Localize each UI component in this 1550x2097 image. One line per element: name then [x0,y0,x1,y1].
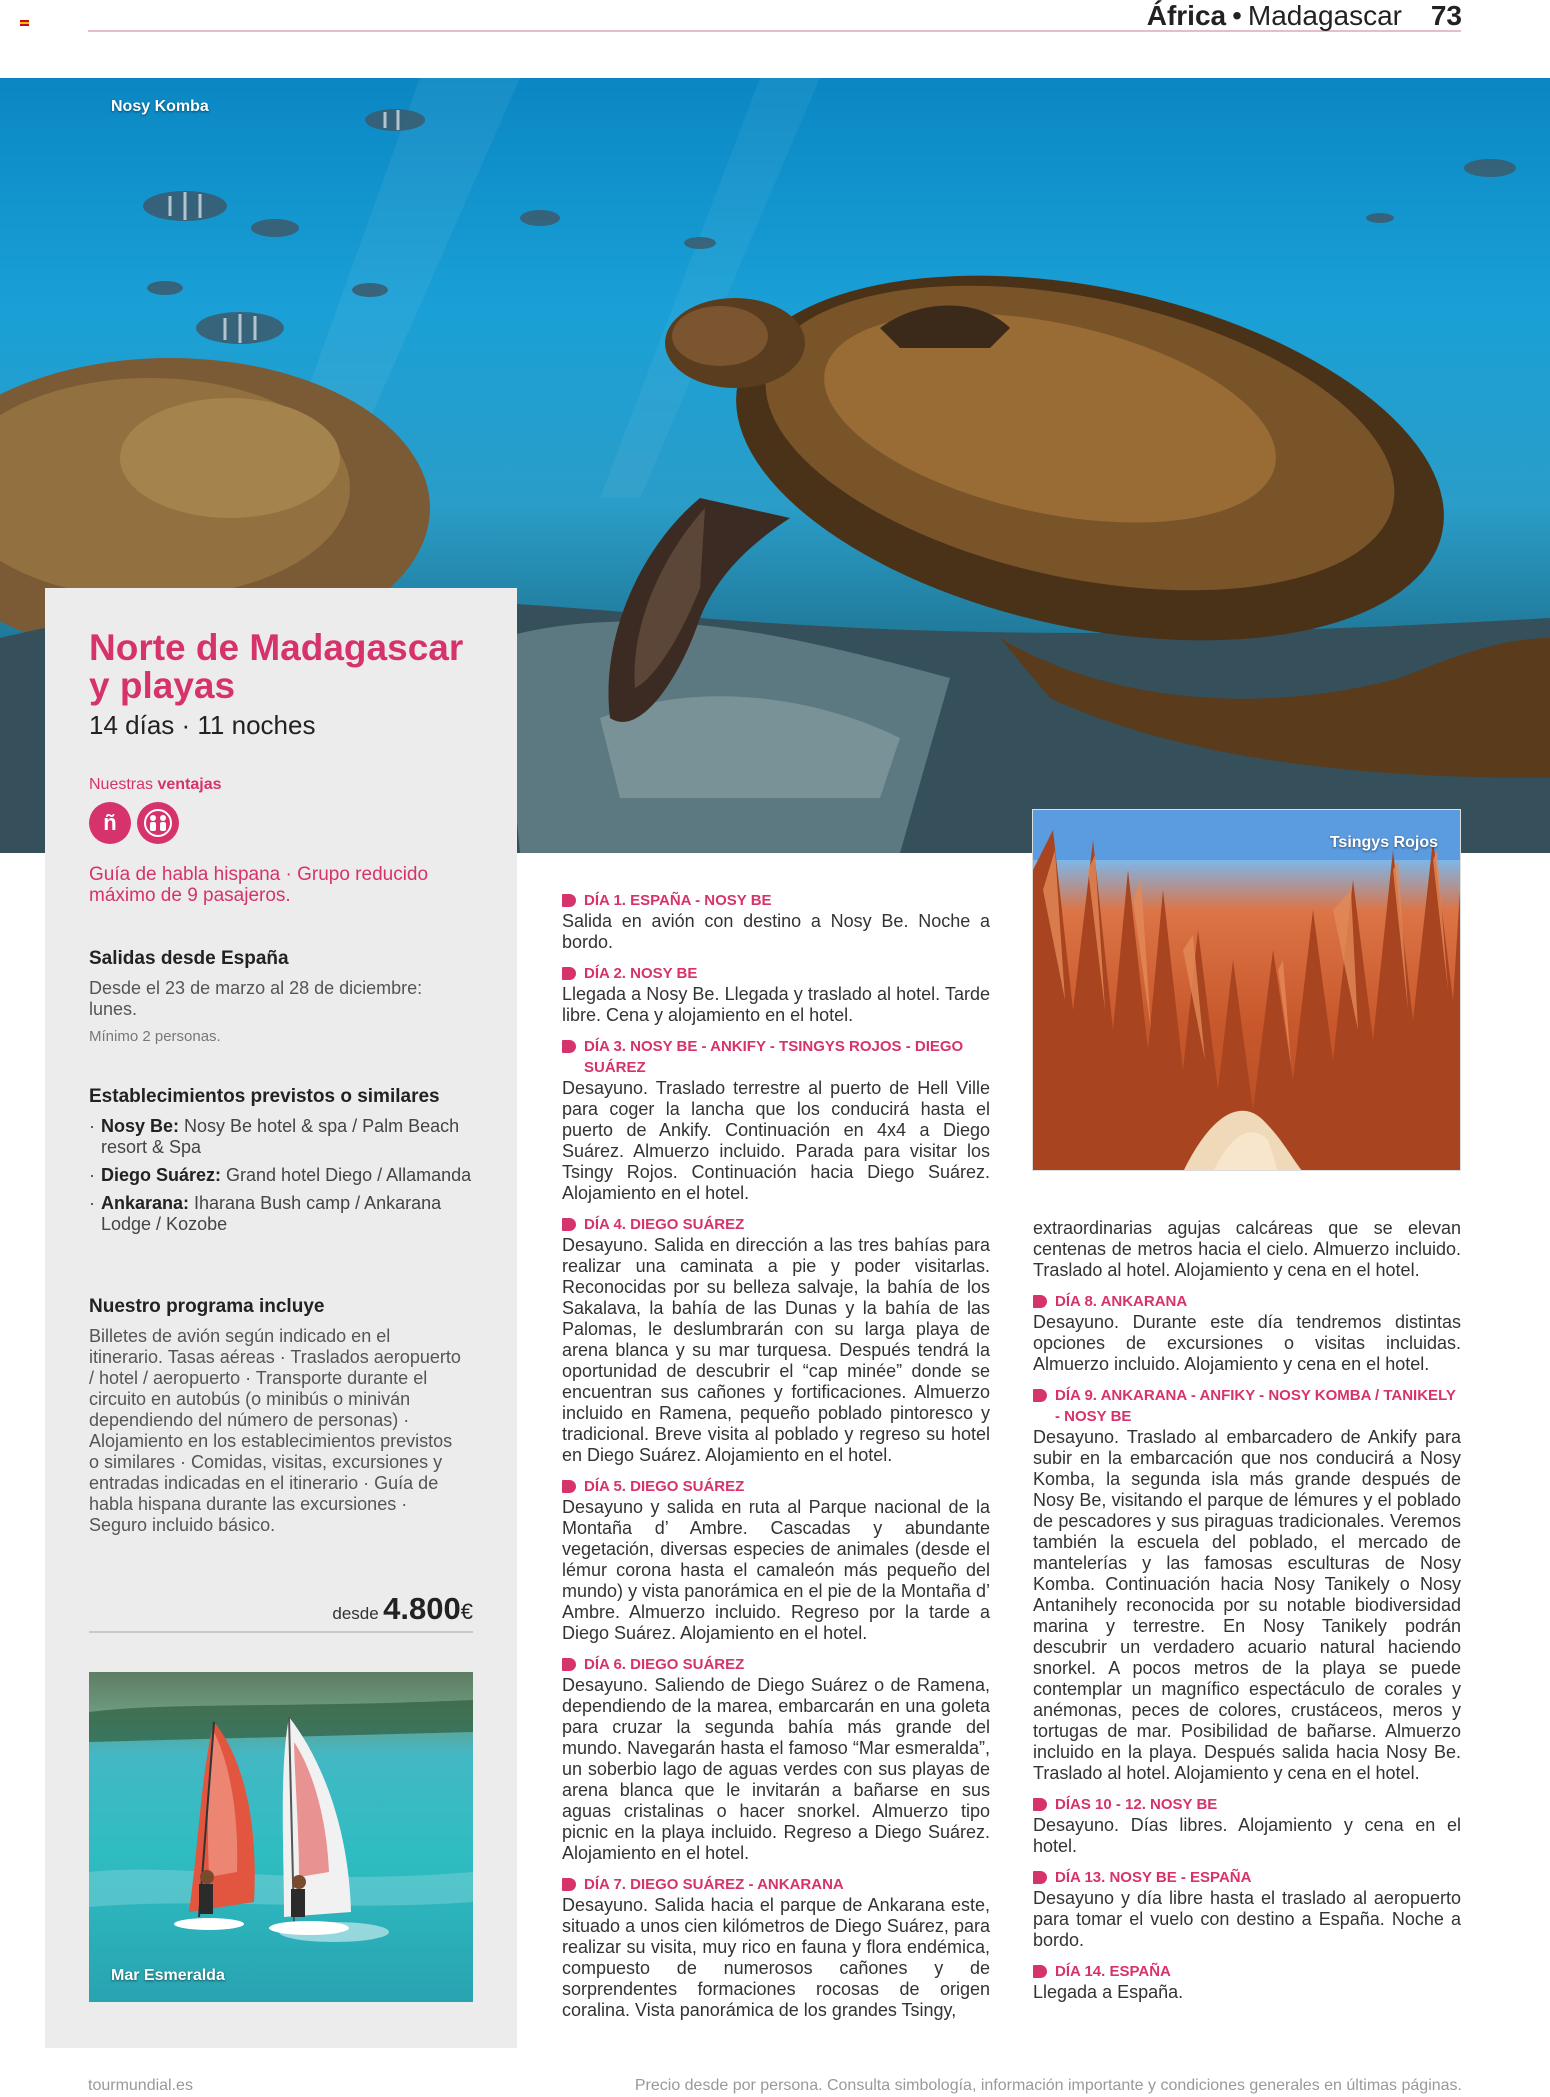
price-currency: € [460,1599,473,1624]
itinerary-day: DÍA 2. NOSY BE Llegada a Nosy Be. Llegada y traslado al hotel. Tarde libre. Cena y alojamiento en el hotel. [562,965,990,1025]
advantages-label: Nuestras ventajas [89,776,222,793]
page-number: 73 [1430,0,1462,31]
trip-info-panel [45,588,517,2048]
price-amount: 4.800 [383,1591,461,1626]
photo-caption: Tsingys Rojos [1329,834,1438,851]
header-region: África [1146,0,1227,31]
itinerary-day: DÍA 14. ESPAÑA Llegada a España. [1033,1961,1461,2003]
price-prefix: desde [332,1604,379,1623]
hotels-list [89,1116,489,1242]
itinerary-continuation: extraordinarias agujas calcáreas que se elevan centenas de metros hacia el cielo. Almuerzo incluido. Traslado al hotel. Alojamiento y cena en el hotel. [1033,1218,1461,1280]
trip-duration: 14 días · 11 noches [89,710,316,740]
itinerary-day: DÍAS 10 - 12. NOSY BE Desayuno. Días libres. Alojamiento y cena en el hotel. [1033,1796,1461,1856]
itinerary-day: DÍA 9. ANKARANA - ANFIKY - NOSY KOMBA / TANIKELY - NOSY BE Desayuno. Traslado al embarcadero de Ankify para subir en la embarcación que nos conducirá a Nosy Komba, la segunda isla más grande después de Nosy Be, visitando el parque de lémures y el poblado de pescadores y sus piraguas tradicionales. Veremos también la escuela del poblado, el mercado de mantelerías y las famosas esculturas de Nosy Komba. Continuación hacia Nosy Tanikely o Nosy Antanihely reconocida por su notable biodiversidad marina y terrestre. En Nosy Tanikely podrán descubrir un verdadero acuario natural haciendo snorkel. A pocos metros de la playa se puede contemplar un magnífico espectáculo de corales y anémonas, peces de colores, crustáceos, meros y tortugas de mar. Posibilidad de bañarse. Almuerzo incluido en la playa. Después salida hacia Nosy Be. Traslado al hotel. Alojamiento y cena en el hotel. [1033,1387,1461,1783]
itinerary-day: DÍA 7. DIEGO SUÁREZ - ANKARANA Desayuno. Salida hacia el parque de Ankarana este, situado a unos cien kilómetros de Diego Suárez, para realizar su visita, muy rico en fauna y flora endémica, compuesto de numerosos cañones y de sorprendentes formaciones rocosas de origen coralina. Vista panorámica de los grandes Tsingy, [562,1876,990,2020]
departures-heading: Salidas desde España [89,948,289,969]
itinerary-day: DÍA 5. DIEGO SUÁREZ Desayuno y salida en ruta al Parque nacional de la Montaña d’ Ambre. Cascadas y abundante vegetación, diversas especies de animales (desde el lémur corona hasta el camaleón más pequeño del mundo) y vista panorámica en el pie de la Montaña d’ Ambre. Almuerzo incluido. Regreso por la tarde a Diego Suárez. Alojamiento en el hotel. [562,1478,990,1643]
departures-text: Desde el 23 de marzo al 28 de diciembre: lunes. [89,978,423,1019]
includes-heading: Nuestro programa incluye [89,1296,325,1317]
itinerary-column-1 [562,890,990,2031]
photo-caption: Nosy Komba [111,98,209,115]
footer-disclaimer: Precio desde por persona. Consulta simbología, información importante y condiciones generales en últimas páginas. [634,2077,1462,2094]
list-item: · Ankarana: Iharana Bush camp / Ankarana Lodge / Kozobe [89,1193,489,1235]
small-group-icon [137,802,179,844]
list-item: · Nosy Be: Nosy Be hotel & spa / Palm Beach resort & Spa [89,1116,489,1158]
trip-title: Norte de Madagascar y playas [89,627,464,706]
header-country: Madagascar [1247,0,1402,31]
spanish-guide-icon: ñ [89,802,131,844]
price [89,1591,473,1633]
flag-icon [20,20,29,26]
itinerary-day: DÍA 8. ANKARANA Desayuno. Durante este día tendremos distintas opciones de excursiones o visitas incluidas. Almuerzo incluido. Alojamiento y cena en el hotel. [1033,1293,1461,1374]
departures-note: Mínimo 2 personas. [89,1028,221,1045]
advantages-text: Guía de habla hispana · Grupo reducido máximo de 9 pasajeros. [89,864,429,906]
tsingy-photo [1032,809,1461,1171]
photo-caption: Mar Esmeralda [111,1967,225,1984]
hotels-heading: Establecimientos previstos o similares [89,1086,440,1107]
itinerary-day: DÍA 1. ESPAÑA - NOSY BE Salida en avión con destino a Nosy Be. Noche a bordo. [562,892,990,952]
itinerary-day: DÍA 6. DIEGO SUÁREZ Desayuno. Saliendo de Diego Suárez o de Ramena, dependiendo de la marea, embarcarán en una goleta para cruzar la segunda bahía más grande del mundo. Navegarán hasta el famoso “Mar esmeralda”, un soberbio lago de aguas verdes con sus playas de arena blanca que le invitarán a bañarse en sus aguas cristalinas o hacer snorkel. Almuerzo tipo picnic en la playa incluido. Regreso a Diego Suárez. Alojamiento en el hotel. [562,1656,990,1863]
itinerary-column-2 [1033,1218,1461,2013]
itinerary-day: DÍA 3. NOSY BE - ANKIFY - TSINGYS ROJOS - DIEGO SUÁREZ Desayuno. Traslado terrestre al puerto de Hell Ville para coger la lancha que los conducirá hasta el puerto de Ankify. Continuación en 4x4 a Diego Suárez. Almuerzo incluido. Parada para visitar los Tsingy Rojos. Continuación hacia Diego Suárez. Alojamiento en el hotel. [562,1038,990,1203]
includes-text: Billetes de avión según indicado en el itinerario. Tasas aéreas · Traslados aeropuerto / hotel / aeropuerto · Transporte durante el circuito en autobús (o minibús o miniván dependiendo del número de personas) · Alojamiento en los establecimientos previstos o similares · Comidas, visitas, excursiones y entradas indicadas en el itinerario · Guía de habla hispana durante las excursiones · Seguro incluido básico. [89,1326,461,1535]
itinerary-day: DÍA 4. DIEGO SUÁREZ Desayuno. Salida en dirección a las tres bahías para realizar una caminata a pie y poder visitarlas. Reconocidas por su belleza salvaje, la bahía de los Sakalava, la bahía de las Dunas y la bahía de las Palomas, le deslumbrarán con su larga playa de arena blanca y su mar turquesa. Después tendrá la oportunidad de descubrir el “cap minée” donde se encuentran sus cañones y fortificaciones. Almuerzo incluido en Ramena, pequeño poblado pintoresco y tradicional. Breve visita al poblado y regreso su hotel en Diego Suárez. Alojamiento en el hotel. [562,1216,990,1465]
list-item: · Diego Suárez: Grand hotel Diego / Allamanda [89,1165,489,1186]
itinerary-day: DÍA 13. NOSY BE - ESPAÑA Desayuno y día libre hasta el traslado al aeropuerto para tomar el vuelo con destino a España. Noche a bordo. [1033,1869,1461,1950]
footer-website[interactable]: tourmundial.es [88,2077,193,2094]
page-header: África • Madagascar [1146,0,1402,31]
windsurf-photo [89,1672,473,2002]
